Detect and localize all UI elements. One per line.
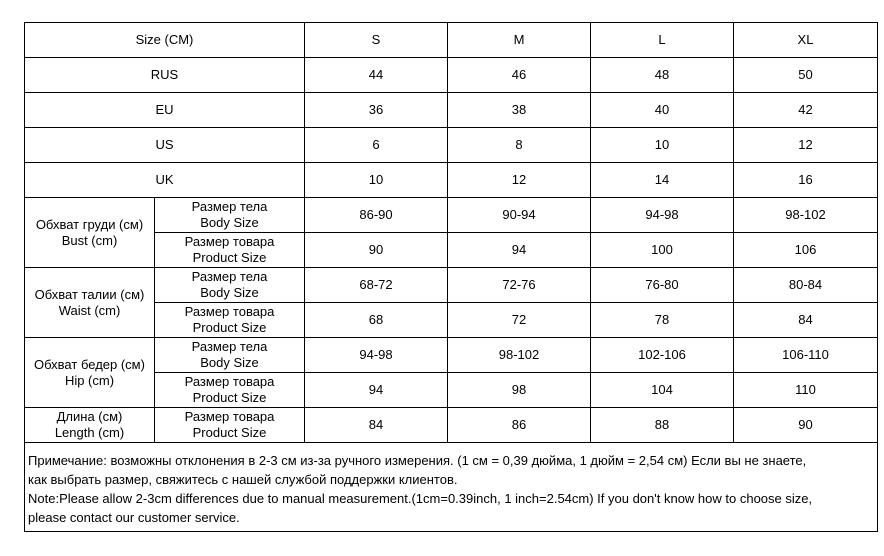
table-cell: 90 <box>305 233 448 268</box>
measure-name-en: Waist (cm) <box>58 302 121 318</box>
product-size-label-ru: Размер товара <box>184 304 275 319</box>
body-size-label-ru: Размер тела <box>191 199 268 214</box>
conversion-label: US <box>25 128 305 163</box>
conversion-row-us <box>25 128 878 163</box>
body-size-label <box>155 198 305 233</box>
table-cell: 76-80 <box>591 268 734 303</box>
waist-body-row <box>25 268 878 303</box>
measure-name-ru: Длина (см) <box>56 409 123 424</box>
table-cell: 10 <box>305 163 448 198</box>
product-size-label-en: Product Size <box>192 250 267 265</box>
length-product-row <box>25 408 878 443</box>
table-cell: 48 <box>591 58 734 93</box>
product-size-label <box>155 373 305 408</box>
table-cell: 72-76 <box>448 268 591 303</box>
table-cell: 94 <box>305 373 448 408</box>
conversion-label: RUS <box>25 58 305 93</box>
body-size-label-en: Body Size <box>200 285 259 300</box>
table-cell: 98 <box>448 373 591 408</box>
table-cell: 84 <box>305 408 448 443</box>
table-cell: 86 <box>448 408 591 443</box>
table-cell: 36 <box>305 93 448 128</box>
bust-body-row <box>25 198 878 233</box>
table-cell: 10 <box>591 128 734 163</box>
product-size-label <box>155 303 305 338</box>
product-size-label <box>155 233 305 268</box>
table-cell: 106-110 <box>734 338 878 373</box>
size-header-l: L <box>591 23 734 58</box>
table-cell: 80-84 <box>734 268 878 303</box>
bust-measure-label <box>25 198 155 268</box>
product-size-label-en: Product Size <box>192 425 267 440</box>
product-size-label-ru: Размер товара <box>184 234 275 249</box>
conversion-row-rus <box>25 58 878 93</box>
note-row <box>25 443 878 532</box>
note-en-line-2: please contact our customer service. <box>28 510 240 525</box>
body-size-label-en: Body Size <box>200 215 259 230</box>
table-cell: 40 <box>591 93 734 128</box>
product-size-label-en: Product Size <box>192 390 267 405</box>
hip-body-row <box>25 338 878 373</box>
conversion-label: UK <box>25 163 305 198</box>
table-cell: 14 <box>591 163 734 198</box>
body-size-label <box>155 268 305 303</box>
table-cell: 90 <box>734 408 878 443</box>
length-measure-label <box>25 408 155 443</box>
size-header-label: Size (CM) <box>25 23 305 58</box>
table-cell: 106 <box>734 233 878 268</box>
table-cell: 44 <box>305 58 448 93</box>
table-cell: 72 <box>448 303 591 338</box>
table-cell: 100 <box>591 233 734 268</box>
table-cell: 84 <box>734 303 878 338</box>
body-size-label-en: Body Size <box>200 355 259 370</box>
table-cell: 98-102 <box>448 338 591 373</box>
table-cell: 68-72 <box>305 268 448 303</box>
size-header-xl: XL <box>734 23 878 58</box>
measure-name-en: Length (cm) <box>54 425 125 440</box>
table-cell: 12 <box>448 163 591 198</box>
product-size-label-ru: Размер товара <box>184 374 275 389</box>
table-cell: 6 <box>305 128 448 163</box>
product-size-label <box>155 408 305 443</box>
measure-name-ru: Обхват бедер (см) <box>34 356 145 372</box>
table-cell: 94 <box>448 233 591 268</box>
product-size-label-en: Product Size <box>192 320 267 335</box>
table-cell: 94-98 <box>591 198 734 233</box>
table-cell: 8 <box>448 128 591 163</box>
table-cell: 78 <box>591 303 734 338</box>
header-row <box>25 23 878 58</box>
table-cell: 68 <box>305 303 448 338</box>
note-en-line-1: Note:Please allow 2-3cm differences due to manual measurement.(1cm=0.39inch, 1 inch=2.54cm) If you don't know how to choose size, <box>28 491 813 506</box>
table-cell: 16 <box>734 163 878 198</box>
measure-name-ru: Обхват груди (см) <box>35 216 144 232</box>
conversion-row-eu <box>25 93 878 128</box>
body-size-label-ru: Размер тела <box>191 339 268 354</box>
size-chart-table <box>24 22 878 532</box>
table-cell: 98-102 <box>734 198 878 233</box>
measure-name-en: Bust (cm) <box>61 232 118 248</box>
table-cell: 46 <box>448 58 591 93</box>
table-cell: 42 <box>734 93 878 128</box>
note-cell <box>25 443 878 532</box>
conversion-label: EU <box>25 93 305 128</box>
table-cell: 50 <box>734 58 878 93</box>
conversion-row-uk <box>25 163 878 198</box>
product-size-label-ru: Размер товара <box>184 409 275 424</box>
body-size-label-ru: Размер тела <box>191 269 268 284</box>
waist-measure-label <box>25 268 155 338</box>
table-cell: 12 <box>734 128 878 163</box>
hip-measure-label <box>25 338 155 408</box>
table-cell: 104 <box>591 373 734 408</box>
measure-name-en: Hip (cm) <box>64 372 115 388</box>
table-cell: 94-98 <box>305 338 448 373</box>
table-cell: 102-106 <box>591 338 734 373</box>
note-ru-line-2: как выбрать размер, свяжитесь с нашей службой поддержки клиентов. <box>28 472 458 487</box>
body-size-label <box>155 338 305 373</box>
table-cell: 88 <box>591 408 734 443</box>
table-cell: 110 <box>734 373 878 408</box>
size-header-m: M <box>448 23 591 58</box>
table-cell: 38 <box>448 93 591 128</box>
size-header-s: S <box>305 23 448 58</box>
table-cell: 86-90 <box>305 198 448 233</box>
table-cell: 90-94 <box>448 198 591 233</box>
note-ru-line-1: Примечание: возможны отклонения в 2-3 см из-за ручного измерения. (1 см = 0,39 дюйма, 1 дюйм = 2,54 см) Если вы не знаете, <box>28 453 807 468</box>
measure-name-ru: Обхват талии (см) <box>34 286 145 302</box>
